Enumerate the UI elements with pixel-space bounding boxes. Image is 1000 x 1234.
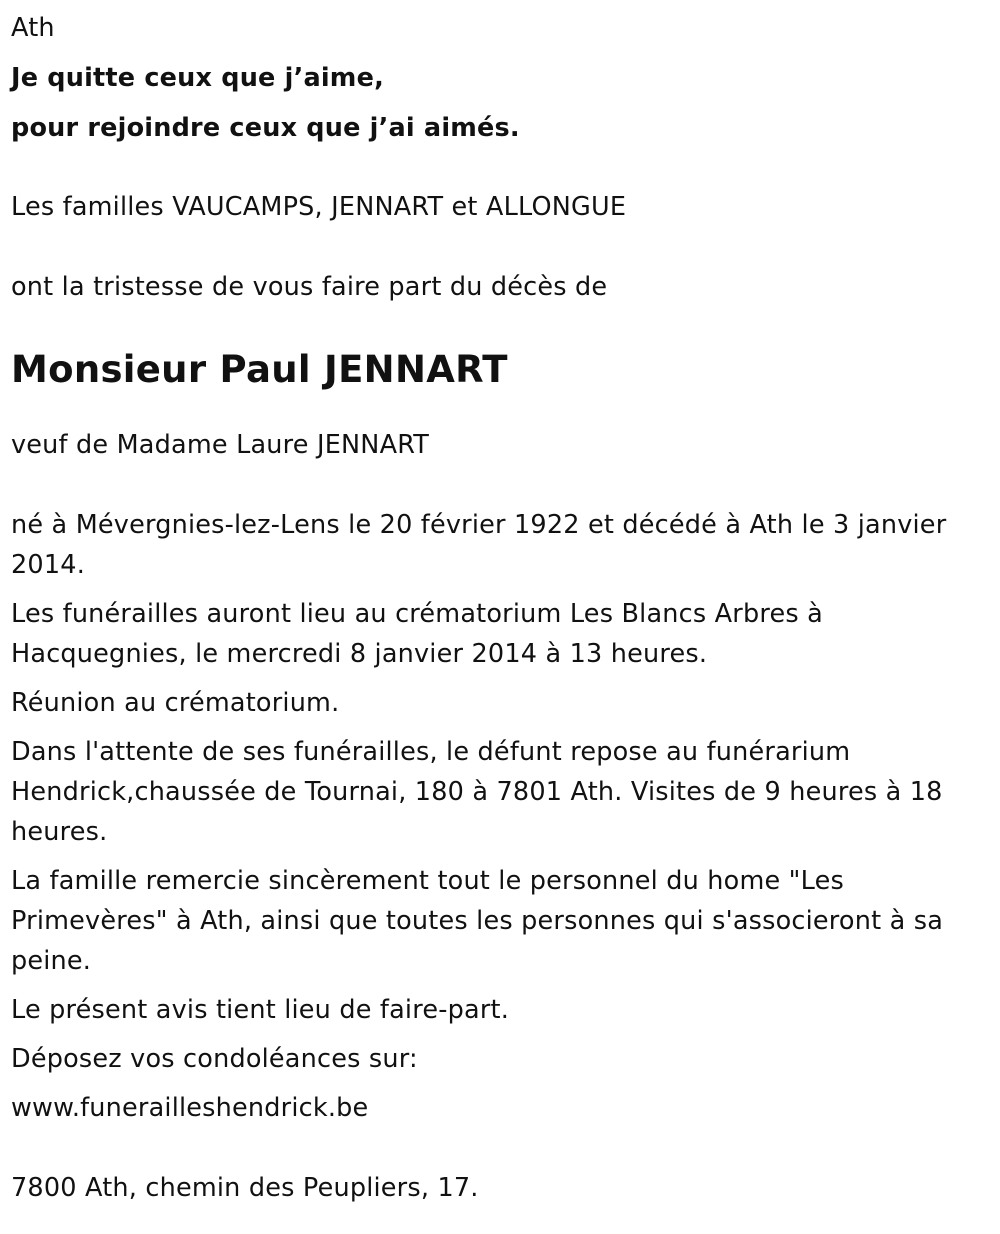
condolences-label: Déposez vos condoléances sur: <box>11 1044 418 1074</box>
repose-paragraph: Dans l'attente de ses funérailles, le défunt repose au funérarium Hendrick,chaussée de Tournai, 180 à 7801 Ath. Visites de 9 heures à 18 heures. <box>11 737 943 847</box>
funeral-paragraph: Les funérailles auront lieu au crématorium Les Blancs Arbres à Hacquegnies, le mercredi 8 janvier 2014 à 13 heures. <box>11 599 824 669</box>
deceased-name: Monsieur Paul JENNART <box>11 348 508 391</box>
family-address: 7800 Ath, chemin des Peupliers, 17. <box>11 1173 479 1203</box>
birth-death-paragraph: né à Mévergnies-lez-Lens le 20 février 1922 et décédé à Ath le 3 janvier 2014. <box>11 510 947 580</box>
epitaph-line-2: pour rejoindre ceux que j’ai aimés. <box>11 113 520 143</box>
condolences-website: www.funerailleshendrick.be <box>11 1093 369 1123</box>
gathering-paragraph: Réunion au crématorium. <box>11 688 340 718</box>
families-line: Les familles VAUCAMPS, JENNART et ALLONGUE <box>11 192 627 222</box>
city-heading: Ath <box>11 13 55 43</box>
thanks-paragraph: La famille remercie sincèrement tout le personnel du home "Les Primevères" à Ath, ainsi que toutes les personnes qui s'associeront à sa peine. <box>11 866 944 976</box>
notice-paragraph: Le présent avis tient lieu de faire-part. <box>11 995 510 1025</box>
announcement-intro: ont la tristesse de vous faire part du décès de <box>11 272 608 302</box>
widower-line: veuf de Madame Laure JENNART <box>11 430 430 460</box>
epitaph-line-1: Je quitte ceux que j’aime, <box>11 63 384 93</box>
